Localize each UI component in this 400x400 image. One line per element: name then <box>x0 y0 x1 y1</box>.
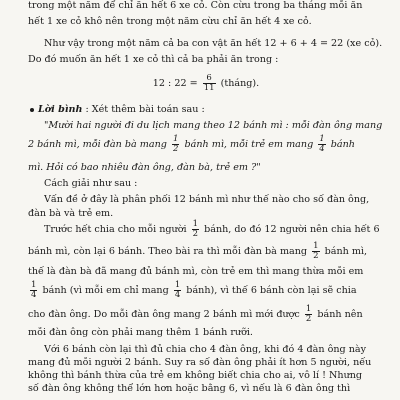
equation-lhs: 12 : 22 = <box>152 78 198 89</box>
fraction: $\frac{1}{4}$ <box>319 134 325 154</box>
fraction: $\frac{1}{4}$ <box>174 280 181 300</box>
text-line: $\frac{1}{4}$ bánh (vì mỗi em chỉ mang $\frac{1}{4}$ bánh), vì thế 6 bánh còn lại sẽ chia <box>31 280 357 300</box>
text-line: thế là đàn bà đã mang đủ bánh mì, còn trẻ em thì mang thừa mỗi em <box>28 266 364 277</box>
text-line: hết 1 xe cỏ khô nên trong một năm cừu chỉ ăn hết 4 xe cỏ. <box>28 16 312 27</box>
fraction: $\frac{6}{11}$ <box>203 73 215 93</box>
text-line: đàn bà và trẻ em. <box>28 208 114 219</box>
text-line: mang đủ mỗi người 2 bánh. Suy ra số đàn ông phải ít hơn 5 người, nếu <box>28 357 372 368</box>
text-line: bánh mì, còn lại 6 bánh. Theo bài ra thì mỗi đàn bà mang $\frac{1}{2}$ bánh mì, <box>28 241 368 261</box>
text-line: Lời bình : Xét thêm bài toán sau : <box>30 104 384 116</box>
text-line: mì. Hỏi có bao nhiêu đàn ông, đàn bà, trẻ em ?" <box>28 162 261 173</box>
text-line: Vấn đề ở đây là phân phối 12 bánh mì như thế nào cho số đàn ông, <box>44 194 370 205</box>
text-line: mỗi đàn ông còn phải mang thêm 1 bánh rưỡi. <box>28 327 253 338</box>
text-line: cho đàn ông. Do mỗi đàn ông mang 2 bánh mì mới được $\frac{1}{2}$ bánh nên <box>28 304 363 324</box>
bullet-icon <box>30 108 34 112</box>
fraction: $\frac{1}{4}$ <box>31 280 37 300</box>
text-line: không thì bánh thừa của trẻ em không biết chia cho ai, vô lí ! Nhưng <box>28 370 363 381</box>
fraction: $\frac{1}{2}$ <box>172 134 179 154</box>
section-heading: Lời bình <box>38 104 83 115</box>
text-line: số đàn ông không thể lớn hơn hoặc bằng 6, vì nếu là 6 đàn ông thì <box>28 383 351 394</box>
text-line: Cách giải như sau : <box>44 178 138 189</box>
fraction: $\frac{1}{2}$ <box>313 241 319 261</box>
text-line: 2 bánh mì, mỗi đàn bà mang $\frac{1}{2}$ bánh mì, mỗi trẻ em mang $\frac{1}{4}$ bánh <box>28 134 355 154</box>
text-line: Như vậy trong một năm cả ba con vật ăn hết 12 + 6 + 4 = 22 (xe cỏ). <box>44 38 383 49</box>
fraction: $\frac{1}{2}$ <box>305 304 312 324</box>
text-line: "Mười hai người đi du lịch mang theo 12 bánh mì : mỗi đàn ông mang <box>44 120 383 131</box>
text-line: trong một năm để chỉ ăn hết 6 xe cỏ. Còn cừu trong ba tháng mỗi ăn <box>28 0 363 11</box>
equation-line <box>28 70 384 98</box>
text-line: Với 6 bánh còn lại thì đủ chia cho 4 đàn ông, khi đó 4 đàn ông này <box>44 344 367 355</box>
text-line: Trước hết chia cho mỗi người $\frac{1}{2}$ bánh, do đó 12 người nên chia hết 6 <box>44 219 380 239</box>
text-line: Do đó muốn ăn hết 1 xe cỏ thì cả ba phải ăn trong : <box>28 54 279 65</box>
equation-unit: (tháng). <box>220 78 260 89</box>
fraction: $\frac{1}{2}$ <box>192 219 199 239</box>
